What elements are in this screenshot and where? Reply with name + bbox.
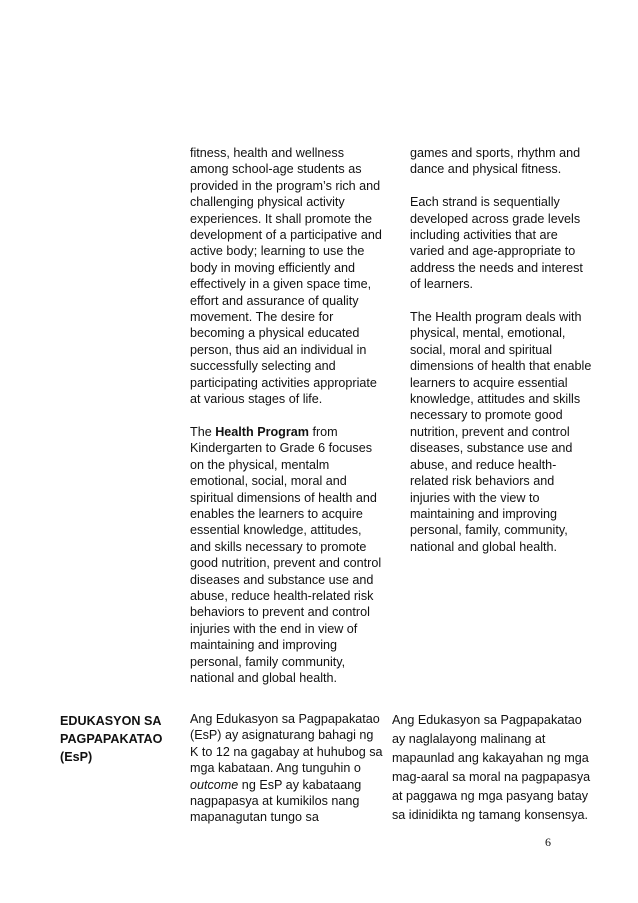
text-line: effectively in a given space time, [190,277,372,292]
esp-description-middle [190,711,395,826]
text-line: knowledge, attitudes and skills [410,392,581,407]
text-line: Ang Edukasyon sa Pagpapakatao [392,713,582,727]
text-line: mga kabataan. Ang tunguhin o [190,761,361,776]
text-line: body in moving efficiently and [190,260,355,275]
esp-description-right [392,711,602,825]
text-line: (EsP) ay asignaturang bahagi ng [190,728,374,743]
health-program-term: Health Program [215,424,309,439]
text-line: essential knowledge, attitudes, [190,523,362,538]
text-line: movement. The desire for [190,310,334,325]
text-line: at various stages of life. [190,392,323,407]
text-line: Each strand is sequentially [410,195,560,210]
text-line: national and global health. [190,670,338,685]
text-line: and skills necessary to promote [190,539,367,554]
text-line: learners to acquire essential [410,375,568,390]
text-line: mapaunlad ang kakayahan ng mga [392,751,589,765]
text-line: effort and assurance of quality [190,293,359,308]
text-line: varied and age-appropriate to [410,244,576,259]
text-line: sa idinidikta ng tamang konsensya. [392,808,589,822]
page-number: 6 [545,835,551,849]
text-line: abuse, and reduce health- [410,457,557,472]
text-line: fitness, health and wellness [190,146,345,160]
text-line: nagpapasya at kumikilos nang [190,794,360,809]
text-line: person, thus aid an individual in [190,342,367,357]
text-line: mapanagutan tungo sa [190,810,319,825]
text-line: physical, mental, emotional, [410,326,566,341]
text-line: games and sports, rhythm and [410,146,581,160]
text-line: experiences. It shall promote the [190,211,373,226]
text-line: among school-age students as [190,162,362,177]
text-line: related risk behaviors and [410,474,555,489]
text-line: personal, family community, [190,654,346,669]
text-line: of learners. [410,277,473,292]
text-line: maintaining and improving [410,506,558,521]
text-line: participating activities appropriate [190,375,377,390]
right-column [410,145,602,555]
health-program-paragraph [410,309,602,555]
text-line: at paggawa ng mga pasyang batay [392,789,589,803]
text-line: good nutrition, prevent and control [190,556,382,571]
text-line: active body; learning to use the [190,244,365,259]
text-run: ng EsP ay kabataang [238,777,362,792]
text-line: enables the learners to acquire [190,506,363,521]
text-line: personal, family, community, [410,523,568,538]
text-line: becoming a physical educated [190,326,360,341]
text-line: abuse, reduce health-related risk [190,588,374,603]
text-line: spiritual dimensions of health and [190,490,377,505]
pe-continuation-paragraph [190,145,395,408]
text-line: diseases and substance use and [190,572,374,587]
text-line: mag-aaral sa moral na pagpapasya [392,770,591,784]
text-line: emotional, social, moral and [190,474,347,489]
middle-column [190,145,395,686]
text-line: developed across grade levels [410,211,581,226]
text-line: provided in the program’s rich and [190,178,381,193]
text-line [190,777,395,793]
text-line: injuries with the view to [410,490,540,505]
text-line: dimensions of health that enable [410,359,592,374]
esp-subject-label [60,712,175,766]
text-line: including activities that are [410,228,558,243]
text-line: The Health program deals with [410,310,582,325]
text-line: successfully selecting and [190,359,336,374]
label-line: (EsP) [60,750,93,764]
text-line: necessary to promote good [410,408,563,423]
text-line: injuries with the end in view of [190,621,358,636]
text-line: Ang Edukasyon sa Pagpapakatao [190,712,380,726]
text-line: maintaining and improving [190,638,338,653]
text-line: dance and physical fitness. [410,162,562,177]
label-line: PAGPAPAKATAO [60,732,163,746]
text-line: nutrition, prevent and control [410,424,570,439]
text-line: national and global health. [410,539,558,554]
text-run: from [308,424,338,439]
label-line: EDUKASYON SA [60,714,162,728]
text-line: behaviors to prevent and control [190,605,370,620]
text-line: diseases, substance use and [410,441,573,456]
text-line: Kindergarten to Grade 6 focuses [190,441,373,456]
text-line: address the needs and interest [410,260,583,275]
health-program-paragraph [190,424,395,687]
text-line [190,424,395,440]
outcome-term: outcome [190,777,239,792]
text-line: development of a participative and [190,228,382,243]
text-line: on the physical, mentalm [190,457,330,472]
text-line: ay naglalayong malinang at [392,732,546,746]
pe-continuation-paragraph [410,145,602,178]
text-run: The [190,424,216,439]
text-line: K to 12 na gagabay at huhubog sa [190,744,383,759]
strand-paragraph [410,194,602,292]
text-line: challenging physical activity [190,195,345,210]
text-line: social, moral and spiritual [410,342,553,357]
